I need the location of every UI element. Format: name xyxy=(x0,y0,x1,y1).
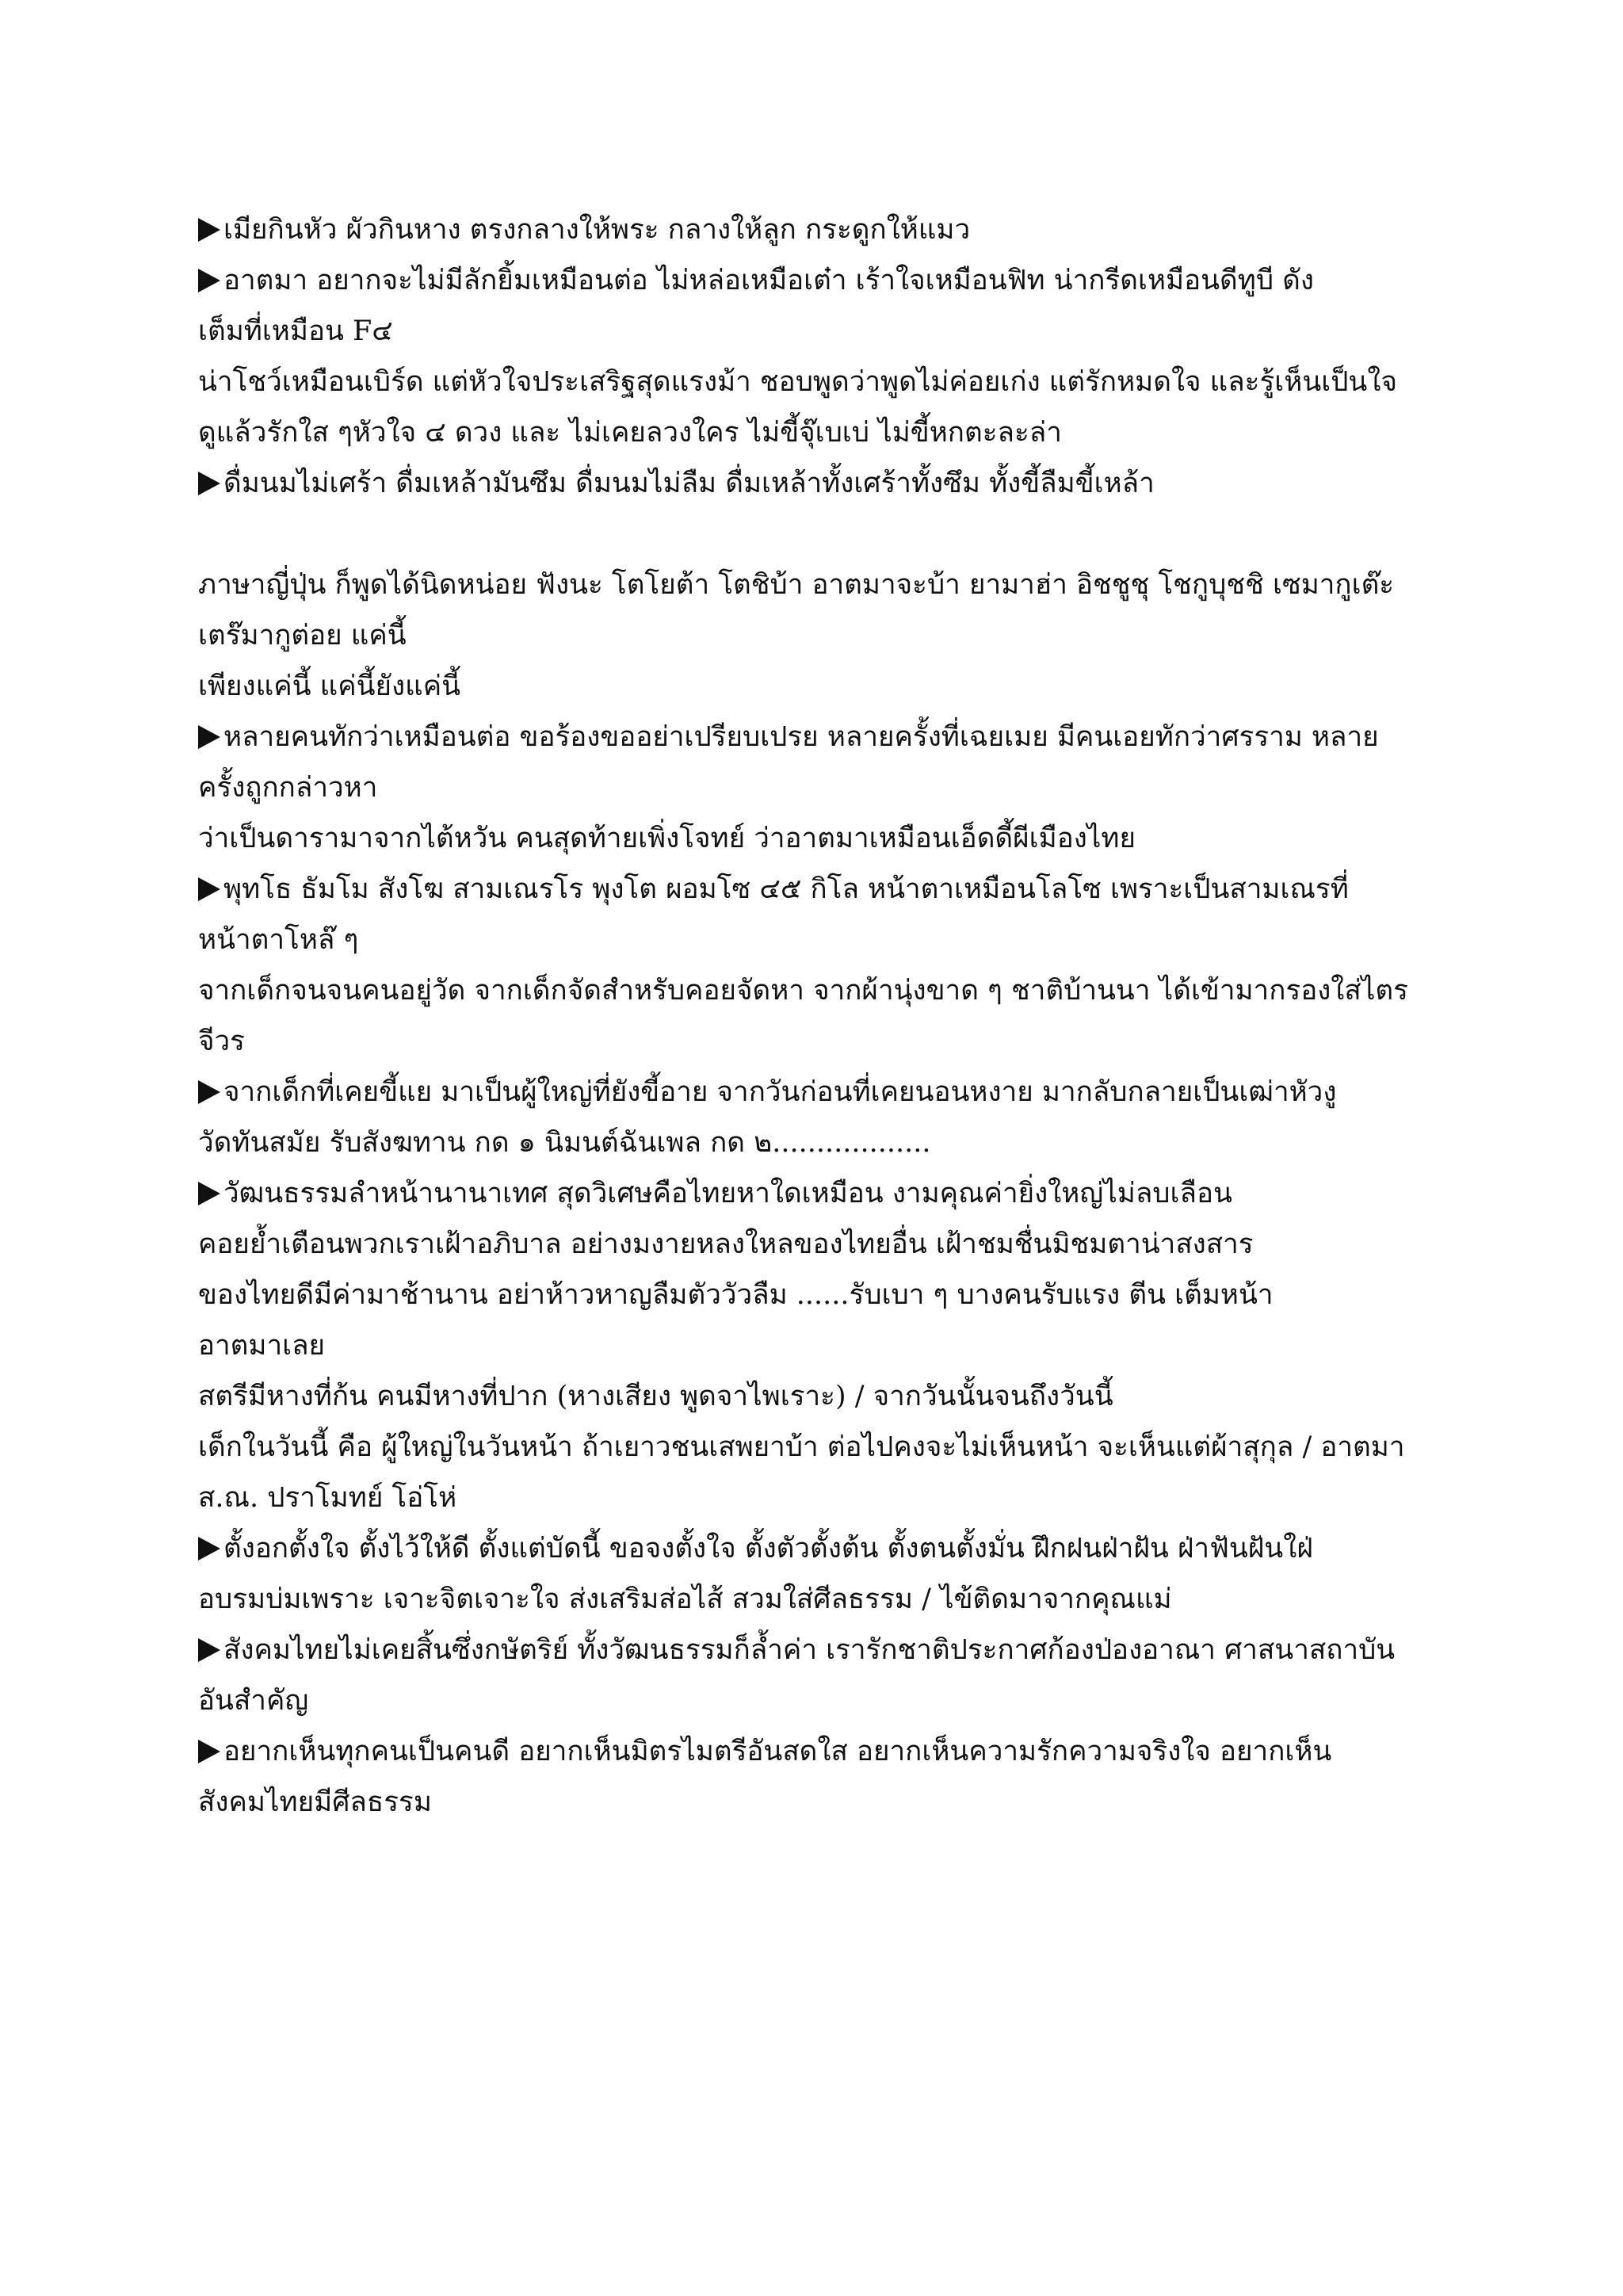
line-text: หลายคนทักว่าเหมือนต่อ ขอร้องขออย่าเปรียบเปรย หลายครั้งที่เฉยเมย มีคนเอยทักว่าศรราม หลาย xyxy=(223,721,1379,753)
line-text: อาตมา อยากจะไม่มีลักยิ้มเหมือนต่อ ไม่หล่อเหมือเต๋า เร้าใจเหมือนฟิท น่ากรีดเหมือนดีทูบี ดัง xyxy=(223,265,1314,296)
text-line xyxy=(198,1117,1434,1168)
arrow-bullet-icon xyxy=(198,725,220,749)
text-line xyxy=(198,1473,1434,1523)
text-line xyxy=(198,965,1434,1016)
line-text: สังคมไทยมีศีลธรรม xyxy=(198,1786,432,1818)
text-line xyxy=(198,1270,1434,1320)
text-line xyxy=(198,1675,1434,1726)
line-text: สตรีมีหางที่ก้น คนมีหางที่ปาก (หางเสียง พูดจาไพเราะ) / จากวันนั้นจนถึงวันนี้ xyxy=(198,1381,1113,1412)
line-text: จากเด็กที่เคยขี้แย มาเป็นผู้ใหญ่ที่ยังขี้อาย จากวันก่อนที่เคยนอนหงาย มากลับกลายเป็นเฒ่าหัวงู xyxy=(223,1076,1337,1108)
line-text: จีวร xyxy=(198,1026,245,1057)
line-text: เมียกินหัว ผัวกินหาง ตรงกลางให้พระ กลางให้ลูก กระดูกให้แมว xyxy=(223,214,971,246)
line-text: ของไทยดีมีค่ามาช้านาน อย่าห้าวหาญลืมตัววัวลืม ......รับเบา ๆ บางคนรับแรง ตีน เต็มหน้า xyxy=(198,1279,1274,1311)
arrow-bullet-icon xyxy=(198,472,220,495)
line-text: พุทโธ ธัมโม สังโฆ สามเณรโร พุงโต ผอมโซ ๔๕ กิโล หน้าตาเหมือนโลโซ เพราะเป็นสามเณรที่ xyxy=(223,873,1349,905)
line-text: อยากเห็นทุกคนเป็นคนดี อยากเห็นมิตรไมตรีอันสดใส อยากเห็นความรักความจริงใจ อยากเห็น xyxy=(223,1736,1332,1767)
line-text: เตร๊มากูต่อย แค่นี้ xyxy=(198,620,407,651)
text-line xyxy=(198,813,1434,864)
line-text: หน้าตาโหล๊ ๆ xyxy=(198,924,359,956)
line-text: น่าโชว์เหมือนเบิร์ด แต่หัวใจประเสริฐสุดแรงม้า ชอบพูดว่าพูดไม่ค่อยเก่ง แต่รักหมดใจ และรู้เห็นเป็นใจ xyxy=(198,366,1397,398)
line-text: เด็กในวันนี้ คือ ผู้ใหญ่ในวันหน้า ถ้าเยาวชนเสพยาบ้า ต่อไปคงจะไม่เห็นหน้า จะเห็นแต่ผ้าสุกุล / อาตมา xyxy=(198,1431,1405,1463)
text-line xyxy=(198,1625,1434,1675)
line-text: ส.ณ. ปราโมทย์ โอ่โห่ xyxy=(198,1482,457,1514)
arrow-bullet-icon xyxy=(198,1537,220,1561)
text-line xyxy=(198,1523,1434,1574)
text-line xyxy=(198,458,1434,509)
text-line xyxy=(198,255,1434,306)
line-text: อาตมาเลย xyxy=(198,1330,326,1362)
text-line xyxy=(198,610,1434,661)
text-line xyxy=(198,407,1434,458)
arrow-bullet-icon xyxy=(198,269,220,292)
text-line xyxy=(198,1422,1434,1473)
document-body xyxy=(198,204,1434,1828)
line-text: ภาษาญี่ปุ่น ก็พูดได้นิดหน่อย ฟังนะ โตโยต้า โตชิบ้า อาตมาจะบ้า ยามาฮ่า อิชชูชุ โชกูบุชชิ เซมากูเต๊ะ xyxy=(198,569,1395,601)
arrow-bullet-icon xyxy=(198,1080,220,1104)
text-line xyxy=(198,1371,1434,1422)
line-text: ครั้งถูกกล่าวหา xyxy=(198,772,378,804)
line-text: ดื่มนมไม่เศร้า ดื่มเหล้ามันซึม ดื่มนมไม่ลืม ดื่มเหล้าทั้งเศร้าทั้งซึม ทั้งขี้ลืมขี้เหล้า xyxy=(223,468,1155,499)
line-text: อบรมบ่มเพราะ เจาะจิตเจาะใจ ส่งเสริมส่อไส้ สวมใส่ศีลธรรม / ไข้ติดมาจากคุณแม่ xyxy=(198,1584,1172,1615)
arrow-bullet-icon xyxy=(198,218,220,242)
text-line xyxy=(198,204,1434,255)
text-line xyxy=(198,661,1434,712)
line-text: วัดทันสมัย รับสังฆทาน กด ๑ นิมนต์ฉันเพล กด ๒.................. xyxy=(198,1127,931,1159)
text-line xyxy=(198,1168,1434,1219)
text-line xyxy=(198,1320,1434,1371)
line-text: เพียงแค่นี้ แค่นี้ยังแค่นี้ xyxy=(198,670,461,702)
arrow-bullet-icon xyxy=(198,1182,220,1205)
text-line xyxy=(198,1067,1434,1117)
line-text: วัฒนธรรมลำหน้านานาเทศ สุดวิเศษคือไทยหาใดเหมือน งามคุณค่ายิ่งใหญ่ไม่ลบเลือน xyxy=(223,1178,1232,1209)
text-line xyxy=(198,762,1434,813)
text-line xyxy=(198,1777,1434,1828)
line-text: ว่าเป็นดารามาจากไต้หวัน คนสุดท้ายเพิ่งโจทย์ ว่าอาตมาเหมือนเอ็ดดี้ผีเมืองไทย xyxy=(198,823,1136,854)
line-text: คอยย้ำเตือนพวกเราเฝ้าอภิบาล อย่างมงายหลงใหลของไทยอื่น เฝ้าชมชื่นมิชมตาน่าสงสาร xyxy=(198,1228,1254,1260)
text-line xyxy=(198,1016,1434,1067)
text-line xyxy=(198,915,1434,965)
text-line xyxy=(198,1574,1434,1625)
line-text: ตั้งอกตั้งใจ ตั้งไว้ให้ดี ตั้งแต่บัดนี้ ขอจงตั้งใจ ตั้งตัวตั้งต้น ตั้งตนตั้งมั่น ฝึกฝนฝ่าฝัน ฝ่าฟันฝันใฝ่ xyxy=(223,1533,1313,1564)
text-line xyxy=(198,357,1434,407)
arrow-bullet-icon xyxy=(198,877,220,901)
line-text: ดูแล้วรักใส ๆหัวใจ ๔ ดวง และ ไม่เคยลวงใคร ไม่ขี้จุ๊เบเบ่ ไม่ขี้หกตะละล่า xyxy=(198,417,1062,449)
line-text: จากเด็กจนจนคนอยู่วัด จากเด็กจัดสำหรับคอยจัดหา จากผ้านุ่งขาด ๆ ชาติบ้านนา ได้เข้ามากรองใส่ไตร xyxy=(198,975,1408,1007)
line-text: อันสำคัญ xyxy=(198,1685,309,1717)
text-line xyxy=(198,1726,1434,1777)
text-line xyxy=(198,560,1434,610)
text-line xyxy=(198,306,1434,357)
blank-line xyxy=(198,509,1434,560)
text-line xyxy=(198,864,1434,915)
arrow-bullet-icon xyxy=(198,1740,220,1763)
text-line xyxy=(198,1219,1434,1270)
arrow-bullet-icon xyxy=(198,1638,220,1662)
text-line xyxy=(198,712,1434,762)
line-text: เต็มที่เหมือน F๔ xyxy=(198,315,393,347)
line-text: สังคมไทยไม่เคยสิ้นซึ่งกษัตริย์ ทั้งวัฒนธรรมก็ล้ำค่า เรารักชาติประกาศก้องป่องอาณา ศาสนาสถาบัน xyxy=(223,1634,1396,1666)
